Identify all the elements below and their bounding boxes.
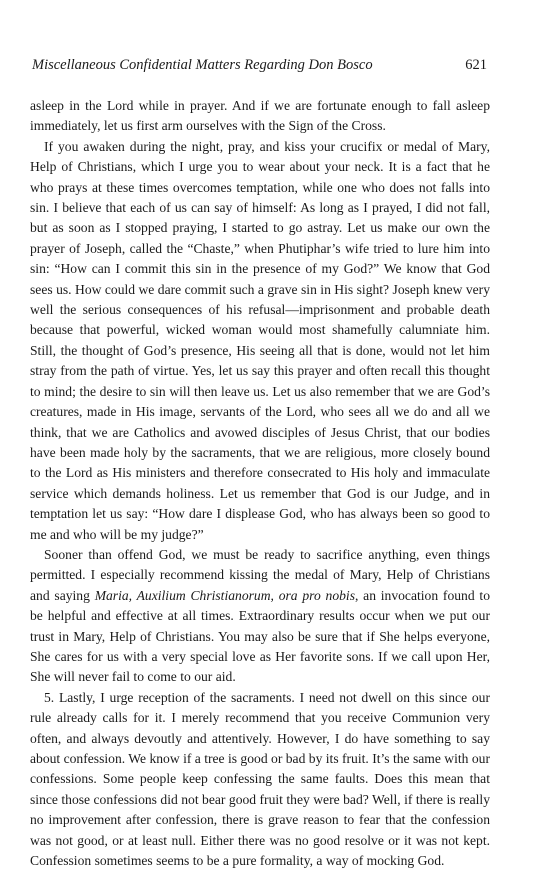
paragraph-medal-text-b: , an invocation found to be helpful and effective at all times. Extraordinary results occur when we put our trust in Mary, Help of Christians. You may also be sure that if She helps everyone, She cares for us with a very special love as Her favorite sons. If we call upon Her, She will never fail to come to our aid. (30, 587, 490, 685)
paragraph-continuation: asleep in the Lord while in prayer. And if we are fortunate enough to fall asleep immediately, let us first arm ourselves with the Sign of the Cross. (30, 98, 490, 134)
paragraph-night-prayer: If you awaken during the night, pray, and kiss your crucifix or medal of Mary, Help of Christians, which I urge you to wear about your neck. It is a fact that he who prays at these times overcomes temptation, while one who does not falls into sin. I believe that each of us can say of himself: As long as I prayed, I did not fall, but as soon as I stopped praying, I started to go astray. Let us make our own the prayer of Joseph, called the “Chaste,” when Phutiphar’s wife tried to lure him into sin: “How can I commit this sin in the presence of my God?” We know that God sees us. How could we dare commit such a grave sin in His sight? Joseph knew very well the serious consequences of his refusal—imprisonment and probable death because that powerful, wicked woman would most shamefully calumniate him. Still, the thought of God’s presence, His seeing all that is done, would not let him stray from the path of virtue. Yes, let us say this prayer and often recall this thought to mind; the desire to sin will then leave us. Let us also remember that we are God’s creatures, made in His image, servants of the Lord, who sees all we do and all we think, that we are Catholics and avowed disciples of Jesus Christ, that our bodies have been made holy by the sacraments, that we are religious, more closely bound to the Lord as His ministers and therefore consecrated to His holy and immaculate service which demands holiness. Let us remember that God is our Judge, and in temptation let us say: “How dare I displease God, who has always been so good to me and who will be my judge?” (30, 138, 490, 542)
paragraph-medal (30, 545, 490, 688)
paragraph-medal-text-a: Sooner than offend God, we must be ready to sacrifice anything, even things permitted. I especially recommend kissing the medal of Mary, Help of Christians and saying (30, 546, 490, 603)
paragraph-sacraments: 5. Lastly, I urge reception of the sacraments. I need not dwell on this since our rule already calls for it. I merely recommend that you receive Communion very often, and always devoutly and attentively. However, I do have something to say about confession. We know if a tree is good or bad by its fruit. It’s the same with our confessions. Some people keep confessing the same faults. Does this mean that since those confessions did not bear good fruit they were bad? Well, if there is really no improvement after confession, there is grave reason to fear that the confession was not good, or at least null. Either there was no good resolve or it was not kept. Confession sometimes seems to be a pure formality, a way of mocking God. (30, 689, 490, 869)
body-text (30, 96, 490, 871)
running-head: Miscellaneous Confidential Matters Regarding Don Bosco (32, 57, 373, 73)
page-number: 621 (465, 57, 487, 73)
page-header (32, 57, 487, 77)
latin-invocation: Maria, Auxilium Christianorum, ora pro nobis (94, 587, 355, 603)
